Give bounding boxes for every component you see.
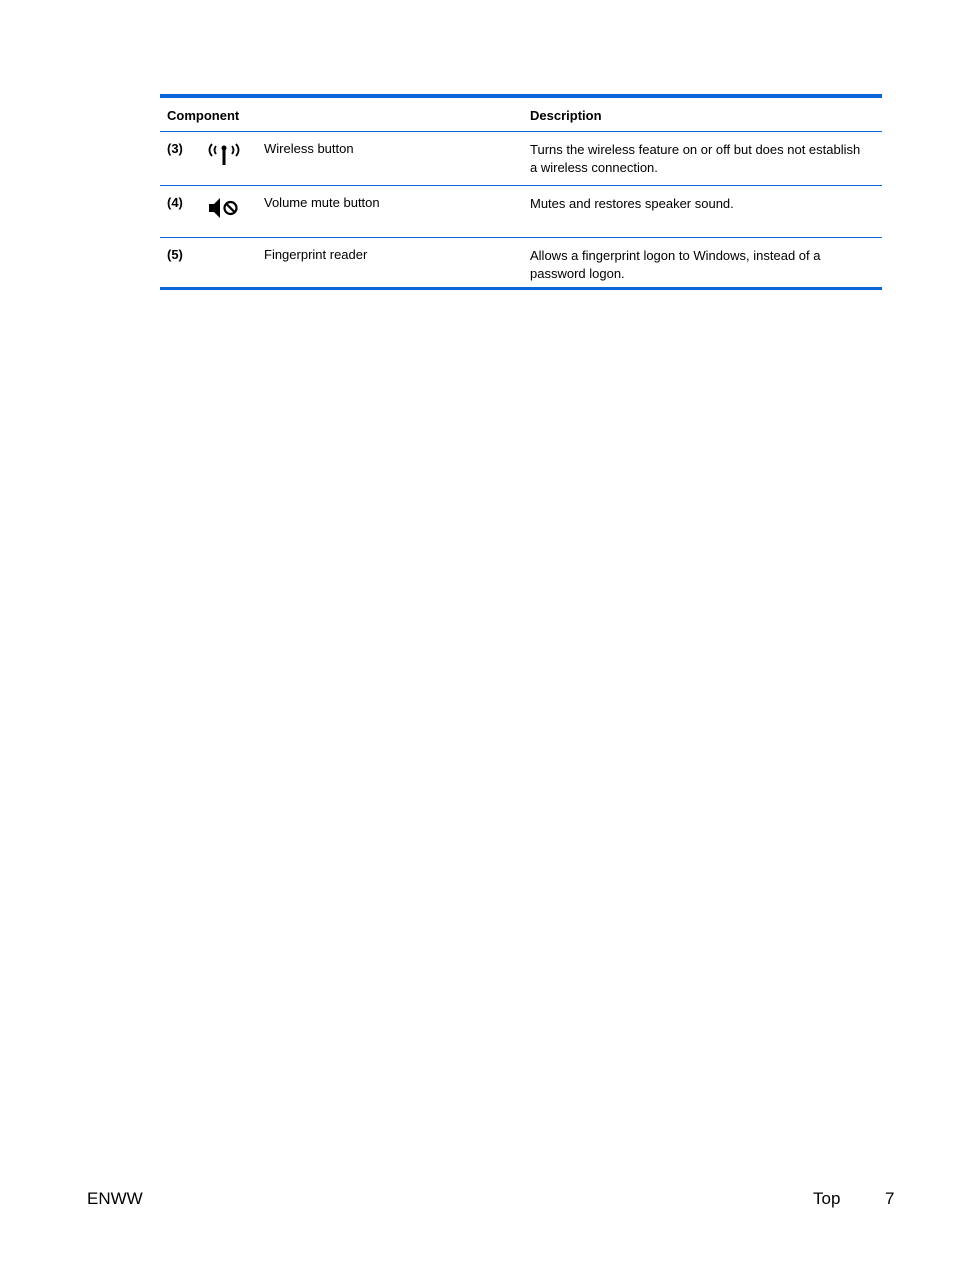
volume-mute-icon bbox=[206, 193, 242, 223]
component-name: Wireless button bbox=[264, 141, 354, 156]
table-row bbox=[160, 186, 882, 238]
component-description: Allows a fingerprint logon to Windows, instead of a password logon. bbox=[530, 248, 821, 281]
component-number: (4) bbox=[167, 195, 183, 210]
header-description: Description bbox=[530, 108, 602, 123]
footer-locale: ENWW bbox=[87, 1189, 143, 1208]
component-number: (5) bbox=[167, 247, 183, 262]
component-name: Fingerprint reader bbox=[264, 247, 368, 262]
component-number: (3) bbox=[167, 141, 183, 156]
table-row bbox=[160, 132, 882, 186]
component-name: Volume mute button bbox=[264, 195, 380, 210]
footer-section-title: Top bbox=[813, 1189, 841, 1208]
page-number: 7 bbox=[885, 1189, 895, 1208]
wireless-icon bbox=[206, 139, 242, 169]
header-component: Component bbox=[167, 108, 240, 123]
component-description: Mutes and restores speaker sound. bbox=[530, 196, 734, 211]
component-table bbox=[160, 94, 882, 290]
table-header bbox=[160, 98, 882, 132]
table-row bbox=[160, 238, 882, 287]
component-description: Turns the wireless feature on or off but does not establish a wireless connection. bbox=[530, 142, 861, 175]
